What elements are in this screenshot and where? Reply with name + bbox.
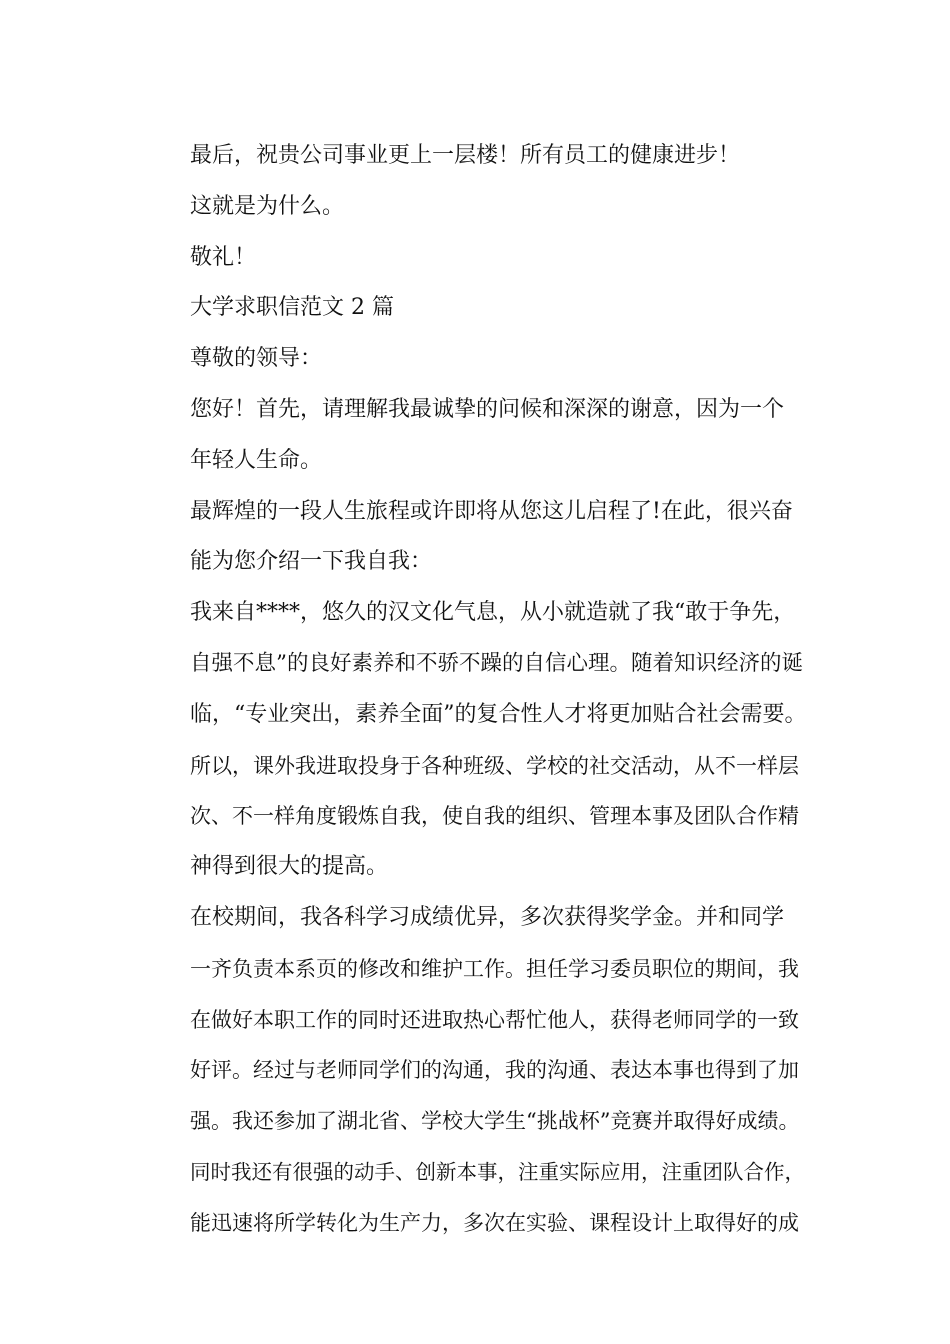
text-line: 所以，课外我进取投身于各种班级、学校的社交活动，从不一样层 — [190, 753, 799, 778]
text-line: 尊敬的领导： — [190, 346, 323, 372]
text-line: 您好！首先，请理解我最诚挚的问候和深深的谢意，因为一个 — [190, 396, 785, 422]
text-line: 临，“专业突出，素养全面”的复合性人才将更加贴合社会需要。 — [190, 701, 807, 727]
text-line: 在校期间，我各科学习成绩优异，多次获得奖学金。并和同学 — [190, 904, 785, 930]
text-line: 同时我还有很强的动手、创新本事，注重实际应用，注重团队合作， — [190, 1159, 805, 1184]
text-line: 年轻人生命。 — [190, 447, 323, 473]
text-line: 在做好本职工作的同时还进取热心帮忙他人，获得老师同学的一致 — [190, 1007, 799, 1032]
text-line: 敬礼！ — [190, 244, 257, 270]
letter-greeting — [145, 334, 810, 385]
section-heading — [145, 283, 810, 334]
text-line: 能为您介绍一下我自我： — [190, 549, 433, 575]
text-line: 大学求职信范文 2 篇 — [190, 295, 394, 321]
salutation-closing — [145, 233, 810, 284]
background-paragraph — [145, 588, 810, 893]
introduction-paragraph — [145, 487, 810, 589]
closing-wish-paragraph — [145, 131, 810, 182]
school-experience-paragraph — [145, 893, 810, 1249]
opening-paragraph — [145, 385, 810, 487]
text-line: 这就是为什么。 — [190, 193, 345, 219]
closing-remark-paragraph — [145, 182, 810, 233]
text-line: 次、不一样角度锻炼自我，使自我的组织、管理本事及团队合作精 — [190, 804, 799, 829]
text-line: 能迅速将所学转化为生产力，多次在实验、课程设计上取得好的成 — [190, 1210, 799, 1235]
text-line: 最辉煌的一段人生旅程或许即将从您这儿启程了!在此，很兴奋 — [190, 498, 793, 524]
document-body — [145, 131, 810, 1249]
text-line: 自强不息”的良好素养和不骄不躁的自信心理。随着知识经济的诞 — [190, 650, 803, 676]
text-line: 一齐负责本系页的修改和维护工作。担任学习委员职位的期间，我 — [190, 956, 799, 981]
text-line: 最后，祝贵公司事业更上一层楼！所有员工的健康进步！ — [190, 143, 741, 168]
text-line: 我来自****，悠久的汉文化气息，从小就造就了我“敢于争先， — [190, 600, 796, 626]
text-line: 神得到很大的提高。 — [190, 854, 389, 880]
text-line: 强。我还参加了湖北省、学校大学生“挑战杯”竞赛并取得好成绩。 — [190, 1109, 800, 1134]
text-line: 好评。经过与老师同学们的沟通，我的沟通、表达本事也得到了加 — [190, 1058, 799, 1083]
